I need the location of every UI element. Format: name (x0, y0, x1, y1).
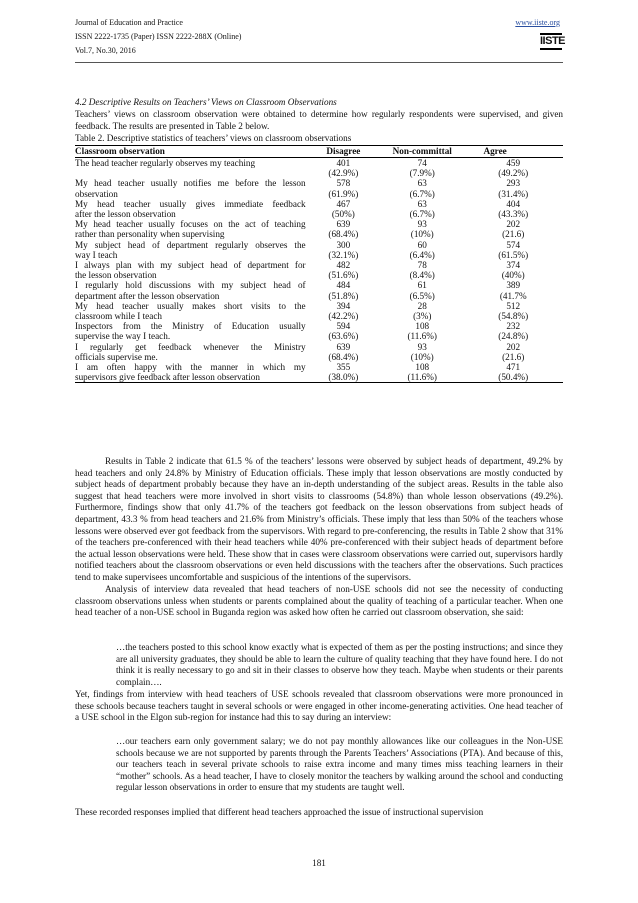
observation-text: I am often happy with the manner in which my (75, 362, 306, 373)
non-committal-percent: (10%) (410, 229, 434, 240)
table-row (75, 311, 563, 321)
non-committal-percent: (11.6%) (407, 331, 437, 342)
disagree-percent: (68.4%) (328, 229, 359, 240)
journal-name: Journal of Education and Practice (75, 18, 183, 27)
disagree-count: 355 (336, 362, 351, 373)
observation-text-cont: department after the lesson observation (75, 290, 220, 301)
non-committal-count: 60 (417, 239, 427, 250)
agree-count: 459 (506, 158, 521, 168)
table-row (75, 372, 563, 383)
non-committal-count: 28 (417, 300, 427, 311)
observation-text: My subject head of department regularly observes the (75, 239, 306, 250)
agree-count: 202 (506, 341, 521, 352)
agree-count: 404 (506, 198, 521, 209)
disagree-count: 482 (336, 260, 351, 271)
non-committal-count: 108 (415, 362, 430, 373)
non-committal-count: 78 (417, 260, 427, 271)
journal-volume: Vol.7, No.30, 2016 (75, 46, 136, 55)
non-committal-count: 61 (417, 280, 427, 291)
non-committal-percent: (6.5%) (409, 290, 435, 301)
observation-text-cont: the lesson observation (75, 270, 157, 281)
non-committal-percent: (6.7%) (409, 188, 435, 199)
non-committal-percent: (10%) (410, 351, 434, 362)
section-title: 4.2 Descriptive Results on Teachers’ Views on Classroom Observations (75, 97, 337, 107)
agree-percent: (61.5%) (498, 249, 529, 260)
disagree-count: 594 (336, 321, 351, 332)
logo-text: IISTE (540, 35, 566, 47)
header-rule (75, 62, 563, 63)
table-caption: Table 2. Descriptive statistics of teachers’ views on classroom observations (75, 133, 352, 143)
observation-text: I regularly get feedback whenever the Ministry (75, 341, 306, 352)
table-row (75, 209, 563, 219)
page-number: 181 (312, 858, 326, 868)
non-committal-percent: (6.7%) (409, 209, 435, 220)
disagree-count: 401 (336, 158, 351, 168)
disagree-count: 394 (336, 300, 351, 311)
observation-table (75, 145, 563, 383)
observation-text: I regularly hold discussions with my subject head of (75, 280, 306, 291)
observation-text-cont: rather than personality when supervising (75, 229, 225, 240)
iiste-logo (540, 32, 566, 50)
agree-percent: (21.6) (502, 229, 525, 240)
logo-bar-bottom (540, 48, 562, 50)
non-committal-percent: (8.4%) (409, 270, 435, 281)
non-committal-percent: (7.9%) (409, 168, 435, 179)
disagree-percent: (42.2%) (328, 311, 359, 322)
table-row (75, 342, 563, 352)
disagree-percent: (51.8%) (328, 290, 359, 301)
table-row (75, 321, 563, 331)
agree-count: 232 (506, 321, 521, 332)
table-row (75, 168, 563, 178)
agree-count: 293 (506, 178, 521, 189)
agree-percent: (24.8%) (498, 331, 529, 342)
agree-percent: (54.8%) (498, 311, 529, 322)
disagree-percent: (38.0%) (306, 372, 381, 383)
non-committal-count: 93 (417, 219, 427, 230)
journal-issn: ISSN 2222-1735 (Paper) ISSN 2222-288X (Online) (75, 32, 242, 41)
table-row (75, 250, 563, 260)
table-row (75, 280, 563, 290)
agree-count: 389 (506, 280, 521, 291)
observation-text: The head teacher regularly observes my teaching (75, 158, 256, 168)
table-row (75, 158, 563, 169)
non-committal-count: 93 (417, 341, 427, 352)
results-paragraph: Results in Table 2 indicate that 61.5 % of the teachers’ lessons were observed by subject heads of department, 49.2% by head teachers and only 24.8% by Ministry of Education officials. These imply that lesson observations are mostly conducted by subject heads of department probably because they have an in-depth understanding of the subject areas. Results in the table also suggest that head teachers were more involved in short visits to classrooms (54.8%) than whole lesson observations (49.2%). Furthermore, findings show that only 41.7% of the teachers got feedback on the lesson observations from subject heads of department, 43.3 % from head teachers and 21.6% from Ministry’s officials. These imply that less than 50% of the teachers whose lessons were observed ever got feedback from the supervisors. With regard to pre-conferencing, the results in Table 2 show that 31% of the teachers pre-conferenced with their head teachers while 40% pre-conferenced with their subject heads of department before the actual lesson observations were held. These show that in cases were classroom observations were carried out, supervisors hardly notified teachers about the classroom observations or even held discussions with the teachers after the observations. Such practices tend to make supervisees uncomfortable and suspicious of the intentions of the supervisors. (75, 456, 563, 582)
header-classroom-observation: Classroom observation (75, 146, 306, 158)
header-non-committal: Non-committal (381, 146, 463, 158)
interview-quote-use: …our teachers earn only government salary; we do not pay monthly allowances like our colleagues in the Non-USE schools because we are not supported by parents through the Parents Teachers’ Associations (PTA). And because of this, our teachers teach in several private schools to raise extra income and many times miss teaching learners in their “mother” schools. As a head teacher, I have to closely monitor the teachers by walking around the school and conducting regular lesson observations in order to ensure that my students are taught well. (116, 736, 563, 793)
disagree-percent: (42.9%) (328, 168, 359, 179)
observation-text-cont: supervise the way I teach. (75, 331, 171, 342)
disagree-percent: (61.9%) (328, 188, 359, 199)
table-row (75, 260, 563, 270)
disagree-count: 484 (336, 280, 351, 291)
non-committal-percent: (11.6%) (381, 372, 463, 383)
observation-text-cont: observation (75, 188, 118, 199)
table-row (75, 291, 563, 301)
analysis-paragraph: Analysis of interview data revealed that head teachers of non-USE schools did not see the necessity of conducting classroom observations unless when students or parents complained about the quality of teaching of a particular teacher. When one head teacher of a non-USE school in Buganda region was asked how often he carried out classroom observation, she said: (75, 584, 563, 618)
disagree-percent: (51.6%) (328, 270, 359, 281)
agree-count: 512 (506, 300, 521, 311)
agree-count: 374 (506, 260, 521, 271)
observation-text: My head teacher usually makes short visits to the (75, 300, 306, 311)
disagree-count: 639 (336, 341, 351, 352)
table-row (75, 240, 563, 250)
non-committal-percent: (3%) (413, 311, 432, 322)
disagree-count: 639 (336, 219, 351, 230)
table-row (75, 270, 563, 280)
observation-text: My head teacher usually focuses on the act of teaching (75, 219, 306, 230)
agree-percent: (21.6) (502, 351, 525, 362)
closing-paragraph: These recorded responses implied that different head teachers approached the issue of instructional supervision (75, 807, 484, 817)
observation-text-cont (75, 168, 306, 178)
non-committal-count: 63 (417, 198, 427, 209)
agree-percent: (41.7% (499, 290, 527, 301)
observation-text-cont: officials supervise me. (75, 351, 158, 362)
header-agree: Agree (463, 146, 563, 158)
table-row (75, 199, 563, 209)
table-header-row (75, 146, 563, 158)
table-body (75, 158, 563, 383)
table-row (75, 219, 563, 229)
agree-count: 471 (506, 362, 521, 373)
table-row (75, 189, 563, 199)
disagree-percent: (32.1%) (328, 249, 359, 260)
agree-percent: (31.4%) (498, 188, 529, 199)
disagree-count: 578 (336, 178, 351, 189)
observation-text: My head teacher usually notifies me before the lesson (75, 178, 306, 189)
agree-count: 202 (506, 219, 521, 230)
table-row (75, 301, 563, 311)
header-disagree: Disagree (306, 146, 381, 158)
non-committal-percent: (6.4%) (409, 249, 435, 260)
observation-text-cont: way I teach (75, 249, 118, 260)
observation-text: My head teacher usually gives immediate feedback (75, 198, 306, 209)
journal-url-link[interactable]: www.iiste.org (515, 18, 560, 27)
table-row (75, 352, 563, 362)
observation-text: Inspectors from the Ministry of Education usually (75, 321, 306, 332)
disagree-percent: (50%) (331, 209, 355, 220)
table-row (75, 331, 563, 341)
observation-text-cont: supervisors give feedback after lesson observation (75, 372, 306, 383)
agree-percent: (43.3%) (498, 209, 529, 220)
observation-text-cont: after the lesson observation (75, 209, 176, 220)
non-committal-count: 63 (417, 178, 427, 189)
disagree-percent: (68.4%) (328, 351, 359, 362)
disagree-percent: (63.6%) (328, 331, 359, 342)
agree-percent: (49.2%) (498, 168, 529, 179)
observation-text-cont: classroom while I teach (75, 311, 162, 322)
table-row (75, 229, 563, 239)
agree-count: 574 (506, 239, 521, 250)
non-committal-count: 108 (415, 321, 430, 332)
interview-quote-non-use: …the teachers posted to this school know exactly what is expected of them as per the posting instructions; and since they are all university graduates, they should be able to learn the culture of quality teaching that they have found here. I do not think it is really necessary to go and sit in their classes to observe how they teach. Maybe when students or their parents complain…. (116, 642, 563, 687)
non-committal-count: 74 (417, 158, 427, 168)
findings-paragraph: Yet, findings from interview with head teachers of USE schools revealed that classroom observations were more pronounced in these schools because teachers taught in several schools or were engaged in other income-generating activities. One head teacher of a USE school in the Elgon sub-region for instance had this to say during an interview: (75, 689, 563, 723)
disagree-count: 467 (336, 198, 351, 209)
agree-percent: (40%) (501, 270, 525, 281)
table-row (75, 178, 563, 188)
section-intro: Teachers’ views on classroom observation were obtained to determine how regularly respondents were supervised, and given feedback. The results are presented in Table 2 below. (75, 109, 563, 131)
table-row (75, 362, 563, 372)
observation-text: I always plan with my subject head of department for (75, 260, 306, 271)
disagree-count: 300 (336, 239, 351, 250)
agree-percent: (50.4%) (463, 372, 563, 383)
